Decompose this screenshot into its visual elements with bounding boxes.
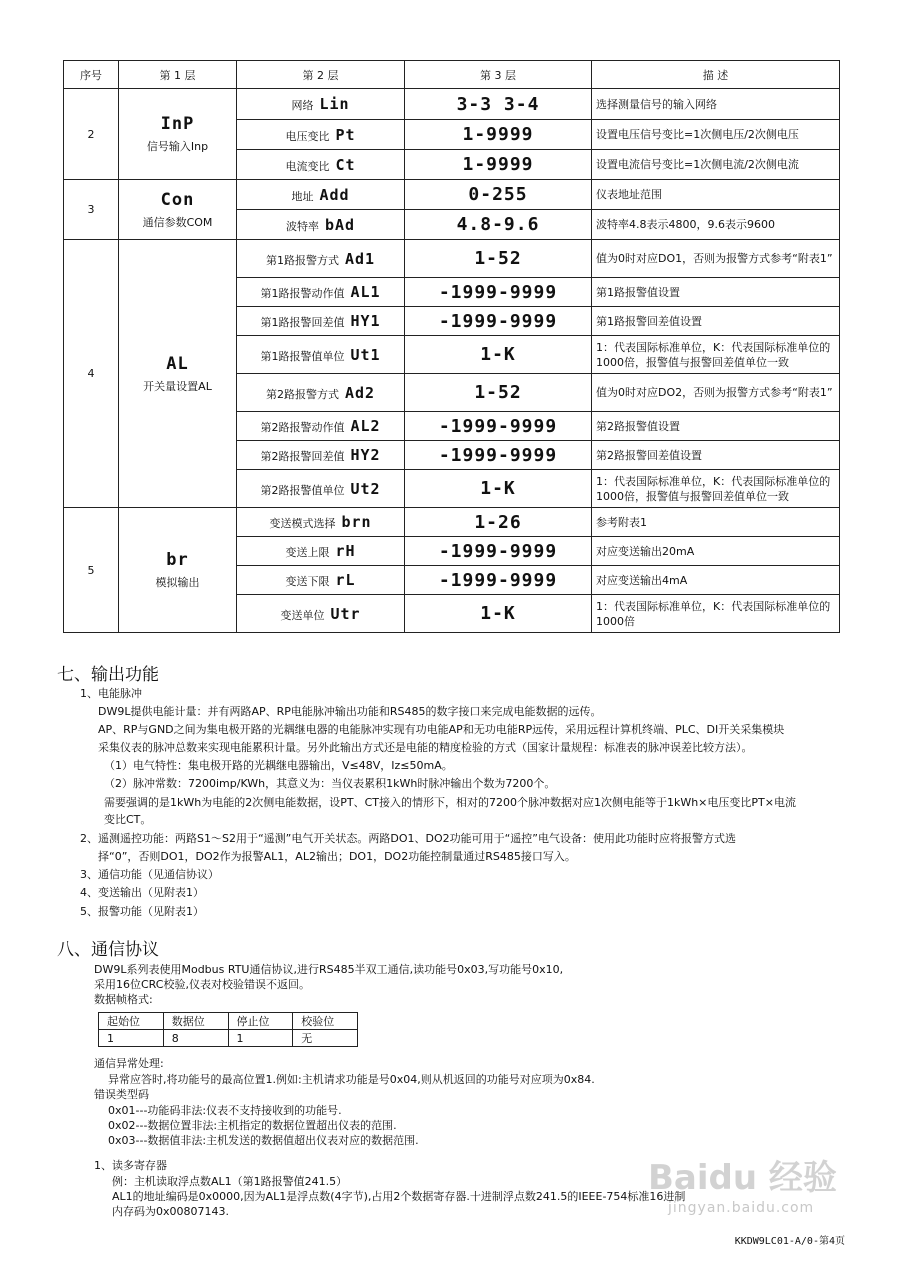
frame-header: 起始位 (99, 1013, 164, 1030)
layer3-value: 1-K (405, 595, 592, 633)
layer2-label: 第2路报警值单位 (260, 483, 345, 497)
layer2-code: HY1 (350, 312, 381, 330)
table-header-row (64, 61, 840, 89)
layer3-value: 1-K (405, 336, 592, 374)
description-cell: 设置电压信号变比=1次侧电压/2次侧电压 (592, 120, 840, 150)
layer1-code: InP (160, 114, 195, 134)
group-number: 3 (64, 180, 119, 240)
layer1-cell (119, 508, 237, 633)
s8-error-line: 0x01---功能码非法:仪表不支持接收到的功能号. (108, 1104, 342, 1117)
layer1-name: 开关量设置AL (143, 379, 212, 393)
s7-line: 变比CT。 (104, 813, 152, 826)
s7-line: 需要强调的是1kWh为电能的2次侧电能数据，设PT、CT接入的情形下，相对的7200个脉冲数据对应1次侧电能等于1kWh×电压变比PT×电流 (104, 796, 796, 809)
layer2-cell (237, 278, 405, 307)
layer3-value: 0-255 (405, 180, 592, 210)
group-number: 4 (64, 240, 119, 508)
layer3-value: 3-3 3-4 (405, 89, 592, 120)
s8-read-line: 例：主机读取浮点数AL1（第1路报警值241.5） (112, 1175, 348, 1188)
layer2-code: AL1 (350, 283, 381, 301)
layer2-code: rL (335, 571, 356, 589)
layer2-cell (237, 89, 405, 120)
layer2-code: rH (335, 542, 356, 560)
frame-value: 8 (163, 1030, 228, 1047)
s8-read-line: 1、读多寄存器 (94, 1159, 167, 1172)
s7-line: 采集仪表的脉冲总数来实现电能累积计量。另外此输出方式还是电能的精度检验的方式（国家计量规程：标准表的脉冲误差比较方法）。 (98, 741, 753, 754)
frame-format-table (98, 1012, 358, 1047)
table-row (99, 1013, 358, 1030)
layer2-code: Ut2 (350, 479, 381, 498)
s8-read-line: 内存码为0x00807143. (112, 1205, 229, 1218)
layer1-code: Con (160, 189, 195, 210)
layer2-label: 变送单位 (280, 608, 325, 622)
header-layer3: 第 3 层 (405, 61, 592, 89)
layer1-cell (119, 180, 237, 240)
layer1-cell (119, 240, 237, 508)
description-cell: 选择测量信号的输入网络 (592, 89, 840, 120)
s7-line: （1）电气特性：集电极开路的光耦继电器输出，V≤48V，Iz≤50mA。 (104, 759, 453, 772)
layer2-cell (237, 566, 405, 595)
table-row (64, 240, 840, 278)
header-description: 描 述 (592, 61, 840, 89)
layer2-label: 第1路报警方式 (265, 253, 339, 267)
group-number: 2 (64, 89, 119, 180)
description-cell: 对应变送输出20mA (592, 537, 840, 566)
layer2-code: AL2 (350, 417, 381, 435)
parameter-table (63, 60, 840, 633)
description-cell: 1：代表国际标准单位，K：代表国际标准单位的1000倍 (592, 595, 840, 633)
layer2-label: 第1路报警动作值 (260, 287, 345, 300)
layer2-label: 第1路报警回差值 (260, 316, 345, 329)
layer2-cell (237, 150, 405, 180)
layer3-value: 1-9999 (405, 150, 592, 180)
layer3-value: -1999-9999 (405, 278, 592, 307)
header-seq: 序号 (64, 61, 119, 89)
layer2-code: Add (319, 185, 350, 204)
layer2-cell (237, 412, 405, 441)
layer2-cell (237, 470, 405, 508)
layer2-label: 第2路报警方式 (265, 387, 339, 401)
layer3-value: -1999-9999 (405, 537, 592, 566)
layer2-cell (237, 240, 405, 278)
layer2-code: Lin (319, 95, 350, 113)
description-cell: 值为0时对应DO1，否则为报警方式参考“附表1” (592, 240, 840, 278)
layer3-value: 1-52 (405, 374, 592, 412)
layer2-label: 波特率 (285, 219, 319, 233)
layer2-cell (237, 120, 405, 150)
s8-error-line: 0x02---数据位置非法:主机指定的数据位置超出仪表的范围. (108, 1119, 397, 1132)
s7-line: DW9L提供电能计量：并有两路AP、RP电能脉冲输出功能和RS485的数字接口来完成电能数据的远传。 (98, 705, 602, 718)
layer2-cell (237, 307, 405, 336)
page-footer: KKDW9LC01-A/0-第4页 (734, 1236, 845, 1247)
layer2-cell (237, 180, 405, 210)
layer2-cell (237, 537, 405, 566)
description-cell: 第1路报警值设置 (592, 278, 840, 307)
layer1-name: 通信参数COM (142, 215, 213, 229)
section-8-title: 八、通信协议 (57, 940, 159, 960)
description-cell: 参考附表1 (592, 508, 840, 537)
frame-header: 数据位 (163, 1013, 228, 1030)
layer1-code: AL (166, 353, 189, 374)
layer3-value: 4.8-9.6 (405, 210, 592, 240)
description-cell: 设置电流信号变比=1次侧电流/2次侧电流 (592, 150, 840, 180)
s7-line: 1、电能脉冲 (80, 687, 142, 700)
layer2-label: 网络 (291, 99, 314, 112)
layer2-label: 第2路报警动作值 (260, 421, 345, 434)
frame-header: 停止位 (228, 1013, 293, 1030)
layer3-value: 1-52 (405, 240, 592, 278)
layer2-code: brn (341, 513, 372, 531)
frame-header: 校验位 (293, 1013, 358, 1030)
layer2-cell (237, 441, 405, 470)
layer3-value: 1-26 (405, 508, 592, 537)
s8-error-line: 0x03---数据值非法:主机发送的数据值超出仪表对应的数据范围. (108, 1134, 419, 1147)
layer2-label: 变送上限 (285, 546, 330, 559)
header-layer1: 第 1 层 (119, 61, 237, 89)
layer2-label: 电流变比 (285, 159, 330, 173)
layer1-name: 信号输入Inp (146, 140, 209, 153)
description-cell: 仪表地址范围 (592, 180, 840, 210)
s8-intro: 采用16位CRC校验,仪表对校验错误不返回。 (94, 978, 310, 991)
layer2-code: Ad1 (344, 249, 376, 268)
group-number: 5 (64, 508, 119, 633)
frame-value: 1 (228, 1030, 293, 1047)
layer1-name: 模拟输出 (155, 576, 200, 589)
s7-line: 择“0”，否则DO1，DO2作为报警AL1，AL2输出；DO1，DO2功能控制量通过RS485接口写入。 (98, 850, 576, 863)
layer2-code: Utr (330, 604, 361, 623)
s8-intro: DW9L系列表使用Modbus RTU通信协议,进行RS485半双工通信,读功能号0x03,写功能号0x10, (94, 963, 564, 976)
table-row (64, 180, 840, 210)
layer3-value: 1-9999 (405, 120, 592, 150)
layer3-value: -1999-9999 (405, 566, 592, 595)
s8-error-line: 异常应答时,将功能号的最高位置1.例如:主机请求功能是号0x04,则从机返回的功能号对应项为0x84. (108, 1073, 595, 1086)
description-cell: 第1路报警回差值设置 (592, 307, 840, 336)
layer2-label: 地址 (291, 189, 314, 203)
layer2-code: Ct (335, 155, 356, 174)
s8-error-line: 错误类型码 (94, 1088, 149, 1101)
layer3-value: -1999-9999 (405, 307, 592, 336)
table-row (99, 1030, 358, 1047)
layer2-label: 变送模式选择 (269, 517, 336, 530)
s8-read-line: AL1的地址编码是0x0000,因为AL1是浮点数(4字节),占用2个数据寄存器.十进制浮点数241.5的IEEE-754标准16进制 (112, 1190, 686, 1203)
layer2-code: HY2 (350, 446, 381, 464)
layer3-value: -1999-9999 (405, 441, 592, 470)
watermark-url: jingyan.baidu.com (668, 1200, 815, 1216)
layer2-cell (237, 595, 405, 633)
s7-line: 4、变送输出（见附表1） (80, 886, 204, 899)
layer2-code: Ad2 (344, 383, 376, 402)
layer2-label: 第2路报警回差值 (260, 450, 345, 463)
description-cell: 值为0时对应DO2，否则为报警方式参考“附表1” (592, 374, 840, 412)
layer2-code: bAd (324, 215, 356, 234)
layer3-value: -1999-9999 (405, 412, 592, 441)
s7-line: AP、RP与GND之间为集电极开路的光耦继电器的电能脉冲实现有功电能AP和无功电能RP远传，采用远程计算机终端、PLC、DI开关采集模块 (98, 723, 785, 736)
layer2-cell (237, 374, 405, 412)
header-layer2: 第 2 层 (237, 61, 405, 89)
description-cell: 对应变送输出4mA (592, 566, 840, 595)
layer2-cell (237, 508, 405, 537)
section-7-title: 七、输出功能 (57, 665, 159, 685)
layer2-code: Pt (335, 125, 356, 144)
frame-value: 无 (293, 1030, 358, 1047)
frame-value: 1 (99, 1030, 164, 1047)
layer2-cell (237, 336, 405, 374)
layer2-code: Ut1 (350, 345, 381, 364)
baidu-watermark: Baidu 经验 (648, 1158, 837, 1198)
table-row (64, 89, 840, 120)
layer1-code: br (166, 550, 189, 570)
layer2-cell (237, 210, 405, 240)
description-cell: 第2路报警回差值设置 (592, 441, 840, 470)
s8-error-line: 通信异常处理: (94, 1057, 164, 1070)
description-cell: 波特率4.8表示4800，9.6表示9600 (592, 210, 840, 240)
layer2-label: 变送下限 (285, 575, 330, 588)
description-cell: 第2路报警值设置 (592, 412, 840, 441)
s7-line: 3、通信功能（见通信协议） (80, 868, 219, 881)
layer1-cell (119, 89, 237, 180)
table-row (64, 508, 840, 537)
s7-line: 5、报警功能（见附表1） (80, 905, 204, 918)
layer3-value: 1-K (405, 470, 592, 508)
s7-line: （2）脉冲常数：7200imp/KWh，其意义为：当仪表累积1kWh时脉冲输出个数为7200个。 (104, 777, 556, 790)
s8-intro: 数据帧格式: (94, 993, 153, 1006)
layer2-label: 第1路报警值单位 (260, 349, 345, 363)
description-cell: 1：代表国际标准单位，K：代表国际标准单位的1000倍，报警值与报警回差值单位一致 (592, 336, 840, 374)
layer2-label: 电压变比 (285, 129, 330, 143)
description-cell: 1：代表国际标准单位，K：代表国际标准单位的1000倍，报警值与报警回差值单位一致 (592, 470, 840, 508)
s7-line: 2、遥测遥控功能：两路S1～S2用于“遥测”电气开关状态。两路DO1、DO2功能可用于“遥控”电气设备：使用此功能时应将报警方式选 (80, 832, 737, 845)
